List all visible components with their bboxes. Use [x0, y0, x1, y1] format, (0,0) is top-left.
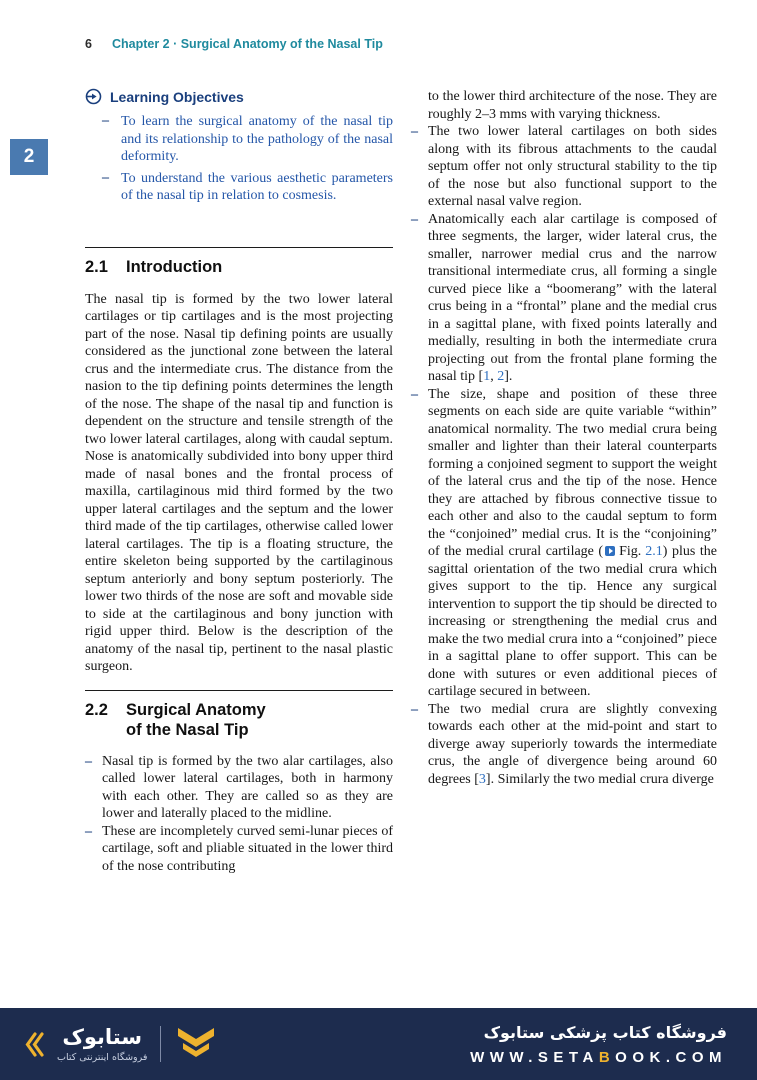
website-url-segment: B	[598, 1048, 616, 1066]
objective-text: To understand the various aesthetic parameters of the nasal tip in relation to cosmesis.	[121, 170, 393, 203]
text-segment: ,	[490, 369, 498, 384]
logo-tagline: فروشگاه اینترنتی کتاب	[57, 1052, 148, 1063]
chapter-running-title: Chapter 2 · Surgical Anatomy of the Nasal Tip	[111, 37, 383, 51]
section-number: 2.2	[85, 700, 108, 719]
section-title: Surgical Anatomy of the Nasal Tip	[126, 700, 266, 739]
text-segment: ]. Similarly the two medial crura diverge	[485, 771, 714, 787]
bullet-marker: –	[102, 169, 109, 185]
figure-ref-icon	[605, 546, 615, 556]
bullet-text: to the lower third architecture of the nose. They are roughly 2–3 mms with varying thickness.	[428, 89, 717, 122]
logo-divider	[160, 1026, 161, 1062]
bullet-marker: –	[85, 753, 92, 769]
bullet-text	[428, 212, 717, 385]
section-2-2-heading	[85, 700, 393, 740]
bullet-text	[428, 702, 717, 787]
setabook-logo	[24, 1025, 218, 1063]
page-number: 6	[85, 37, 92, 51]
footer-banner	[0, 1008, 757, 1080]
right-column	[411, 88, 717, 788]
logo-text-block	[57, 1025, 147, 1063]
bullet-item	[411, 123, 717, 211]
section-divider	[85, 690, 393, 691]
learning-objectives-title: Learning Objectives	[110, 88, 244, 105]
bullet-marker: –	[102, 113, 109, 128]
bullet-item	[85, 823, 393, 876]
text-segment: The size, shape and position of these three segments on each side are quite variable “within” anatomical normality. The two medial crura being smaller and lighter than their lateral counterparts forming a conjoined segment to support the weight of the lateral crus and the tip of the nose. Hence they are attached by fibrous connective tissue to each other and also to the caudal septum to form the “conjoined” medial crus. It is the “conjoining” of the medial crural cartilage (	[428, 386, 717, 559]
website-url-segment: OOK.COM	[615, 1048, 727, 1066]
page-header	[85, 37, 383, 51]
section-divider	[85, 247, 393, 248]
bullet-marker: –	[411, 386, 418, 402]
bullet-item	[411, 211, 717, 386]
bullet-item	[411, 701, 717, 789]
text-segment: The two medial crura are slightly convexing towards each other at the mid-point and start to diverge away superiorly towards the intermediate crus, the angle of divergence being around 60 degrees [	[428, 701, 717, 787]
figure-link[interactable]: 2.1	[645, 544, 663, 559]
text-segment: ].	[504, 369, 513, 384]
logo-chevrons-icon	[24, 1031, 44, 1058]
bullet-marker: –	[411, 124, 418, 139]
citation-link[interactable]: 2	[497, 369, 505, 384]
bullet-text: The two lower lateral cartilages on both sides along with its fibrous attachments to the caudal septum offer not only structural stability to the tip of the nose but also functional support to the external nasal valve region.	[428, 124, 717, 209]
website-url-segment: WWW.SETA	[470, 1048, 599, 1066]
figure-label: Fig.	[619, 544, 642, 559]
bullet-marker: –	[411, 701, 418, 717]
learning-objectives-header	[85, 88, 393, 105]
text-segment: Anatomically each alar cartilage is composed of three segments, the larger, wider lateral crus, the smaller, narrower medial crus and the narrow transitional intermediate crus, all forming a single curved piece like a “boomerang” with the lateral crus being in a “frontal” plane and the medial crus in a sagittal plane, with fixed points laterally and medially, resulting in both the intermediate crura projecting out from the frontal plane forming the nasal tip [	[428, 211, 717, 384]
bullet-text	[428, 387, 717, 700]
text-segment: ) plus the sagittal orientation of the two medial crura which gives support to the tip. Hence any surgical intervention to support the tip should be directed to increasing or strengthening the medial crus and make the two medial crura into a “conjoined” piece in a sagittal plane to offer support. This can be done with sutures or even additional pieces of cartilage secured in between.	[428, 544, 717, 699]
objective-item	[102, 170, 393, 205]
logo-emblem-icon	[174, 1028, 218, 1060]
bullet-marker: –	[411, 211, 418, 227]
bullet-text: Nasal tip is formed by the two alar cartilages, also called lower lateral cartilages, both in harmony with each other. They are called so as they are lower and laterally placed to the midline.	[102, 753, 393, 821]
left-column	[85, 88, 393, 875]
bullet-item	[85, 753, 393, 823]
learning-objectives-icon	[85, 88, 102, 105]
footer-contact-block	[470, 1023, 727, 1066]
bullet-list	[85, 753, 393, 876]
section-number: 2.1	[85, 257, 108, 276]
website-url	[470, 1049, 727, 1066]
introduction-paragraph: The nasal tip is formed by the two lower lateral cartilages or tip cartilages and is the most projecting part of the nose. Nasal tip defining points are usually considered as the junctional zone between the lateral crus and the intermediate crus. The distance from the nasion to the tip defining points determines the length of the nose. The shape of the nasal tip and function is dependent on the structure and tensile strength of the two lower lateral cartilages, along with caudal septum. Nose is anatomically subdivided into bony upper third made of nasal bones and the frontal process of maxilla, cartilaginous mid third formed by the two upper lateral cartilages and the septum and the lower third made of the tip cartilages, otherwise called lower lateral cartilages. The tip is a floating structure, the entire skeleton being supported by the cartilaginous septum anteriorly and bony septum posteriorly. The lower two thirds of the nose are soft and movable side to side at the cartilaginous and bony junction with rigid upper third. Below is the description of the anatomy of the nasal tip, pertinent to the nasal plastic surgeon.	[85, 291, 393, 674]
bullet-marker: –	[85, 823, 92, 839]
continued-paragraph	[411, 88, 717, 123]
objective-text: To learn the surgical anatomy of the nasal tip and its relationship to the pathology of the nasal deformity.	[121, 114, 393, 164]
logo-wordmark: ستابوک	[62, 1025, 143, 1049]
bullet-item	[411, 386, 717, 701]
objective-item	[102, 113, 393, 166]
citation-link[interactable]: 3	[478, 771, 486, 787]
store-name: فروشگاه کتاب پزشکی ستابوک	[483, 1022, 727, 1042]
chapter-tab: 2	[10, 139, 48, 175]
section-title: Introduction	[126, 257, 223, 276]
section-2-1-heading	[85, 257, 393, 277]
learning-objectives-box	[85, 88, 393, 205]
citation-link[interactable]: 1	[483, 369, 491, 384]
bullet-text: These are incompletely curved semi-lunar pieces of cartilage, soft and pliable situated in the lower third of the nose contributing	[102, 823, 393, 874]
